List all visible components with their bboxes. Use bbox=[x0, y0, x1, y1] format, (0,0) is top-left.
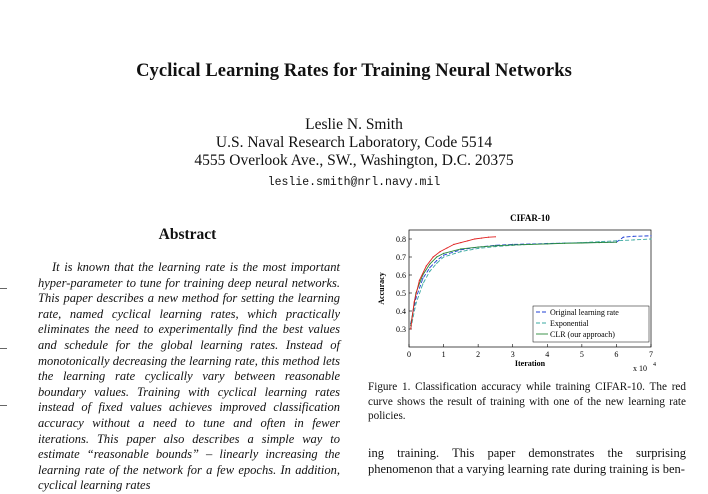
series-point bbox=[529, 244, 530, 245]
x-tick-label: 3 bbox=[510, 350, 515, 359]
series-point bbox=[581, 242, 582, 243]
x-multiplier-exponent: 4 bbox=[653, 362, 656, 368]
series-point bbox=[429, 271, 430, 272]
series-point bbox=[616, 240, 617, 241]
author-name: Leslie N. Smith bbox=[305, 116, 403, 133]
series-point bbox=[564, 243, 565, 244]
series-point bbox=[422, 278, 423, 279]
margin-line-mark bbox=[0, 348, 7, 349]
series-point bbox=[410, 328, 411, 329]
series-point bbox=[415, 303, 416, 304]
chart-title: CIFAR-10 bbox=[510, 213, 550, 223]
figure-caption: Figure 1. Classification accuracy while training CIFAR-10. The red curve shows the result of training with one of the new learning rate policies. bbox=[368, 381, 686, 422]
series-point bbox=[478, 247, 479, 248]
series-point bbox=[623, 237, 624, 238]
y-axis-label: Accuracy bbox=[377, 272, 386, 305]
series-point bbox=[495, 236, 496, 237]
series-point bbox=[436, 263, 437, 264]
series-point bbox=[446, 247, 447, 248]
series-point bbox=[419, 280, 420, 281]
series-point bbox=[481, 238, 482, 239]
series-point bbox=[633, 236, 634, 237]
series-point bbox=[460, 251, 461, 252]
series-point bbox=[443, 255, 444, 256]
author-email[interactable]: leslie.smith@nrl.navy.mil bbox=[267, 176, 441, 189]
figure-1 bbox=[366, 210, 686, 375]
series-point bbox=[443, 253, 444, 254]
series-point bbox=[650, 238, 651, 239]
series-point bbox=[440, 251, 441, 252]
x-multiplier-label: x 10 bbox=[633, 364, 647, 373]
x-tick-label: 0 bbox=[407, 350, 411, 359]
abstract-text-content: It is known that the learning rate is the most important hyper-parameter to tune for training deep neural networks. This paper describes a new method for setting the learning rate, named cyclical learning rates, which practically eliminates the need to experimentally find the best values and schedule for the global learning rates. Instead of monotonically decreasing the learning rate, this method lets the learning rate cyclically vary between reasonable boundary values. Training with cyclical learning rates instead of fixed values achieves improved classification accuracy without a need to tune and often in fewer iterations. This paper also describes a simple way to estimate “reasonable bounds” – linearly increasing the learning rate of the network for a few epochs. In addition, cyclical learning rates bbox=[38, 260, 340, 493]
series-point bbox=[474, 238, 475, 239]
y-tick-label: 0.6 bbox=[396, 271, 406, 280]
author-address: 4555 Overlook Ave., SW., Washington, D.C. 20375 bbox=[194, 152, 514, 169]
x-tick-label: 1 bbox=[441, 350, 446, 359]
abstract-text bbox=[38, 260, 340, 494]
series-point bbox=[433, 256, 434, 257]
series-point bbox=[599, 242, 600, 243]
series-point bbox=[547, 243, 548, 244]
series-point bbox=[436, 260, 437, 261]
x-tick-label: 6 bbox=[614, 350, 619, 359]
legend-label: Original learning rate bbox=[550, 308, 619, 317]
y-tick-label: 0.5 bbox=[396, 289, 406, 298]
x-tick-label: 7 bbox=[649, 350, 653, 359]
y-tick-label: 0.8 bbox=[396, 235, 406, 244]
paper-title: Cyclical Learning Rates for Training Neural Networks bbox=[136, 61, 572, 81]
body-text-right: ing training. This paper demonstrates the surprising phenomenon that a varying learning rate during training is ben- bbox=[368, 446, 686, 476]
series-point bbox=[436, 256, 437, 257]
series-point bbox=[414, 301, 415, 302]
y-tick-label: 0.3 bbox=[396, 325, 406, 334]
abstract-heading: Abstract bbox=[158, 226, 217, 243]
margin-line-mark bbox=[0, 288, 7, 289]
series-point bbox=[443, 256, 444, 257]
series-point bbox=[467, 240, 468, 241]
series-point bbox=[495, 245, 496, 246]
x-tick-label: 4 bbox=[545, 350, 550, 359]
series-point bbox=[429, 267, 430, 268]
author-affiliation: U.S. Naval Research Laboratory, Code 5514 bbox=[215, 134, 493, 151]
x-tick-label: 2 bbox=[476, 350, 481, 359]
series-point bbox=[650, 235, 651, 236]
x-tick-label: 5 bbox=[579, 350, 584, 359]
series-point bbox=[616, 242, 617, 243]
y-tick-label: 0.7 bbox=[396, 253, 406, 262]
series-point bbox=[429, 264, 430, 265]
series-point bbox=[512, 244, 513, 245]
series-point bbox=[460, 248, 461, 249]
series-point bbox=[478, 248, 479, 249]
margin-line-mark bbox=[0, 405, 7, 406]
series-point bbox=[633, 239, 634, 240]
series-point bbox=[422, 283, 423, 284]
y-tick-label: 0.4 bbox=[396, 307, 406, 316]
legend-label: Exponential bbox=[550, 319, 589, 328]
x-axis-label: Iteration bbox=[514, 359, 546, 368]
series-point bbox=[488, 237, 489, 238]
series-point bbox=[453, 244, 454, 245]
accuracy-chart bbox=[366, 210, 686, 375]
legend-label: CLR (our approach) bbox=[550, 330, 615, 339]
series-point bbox=[460, 242, 461, 243]
series-point bbox=[426, 265, 427, 266]
